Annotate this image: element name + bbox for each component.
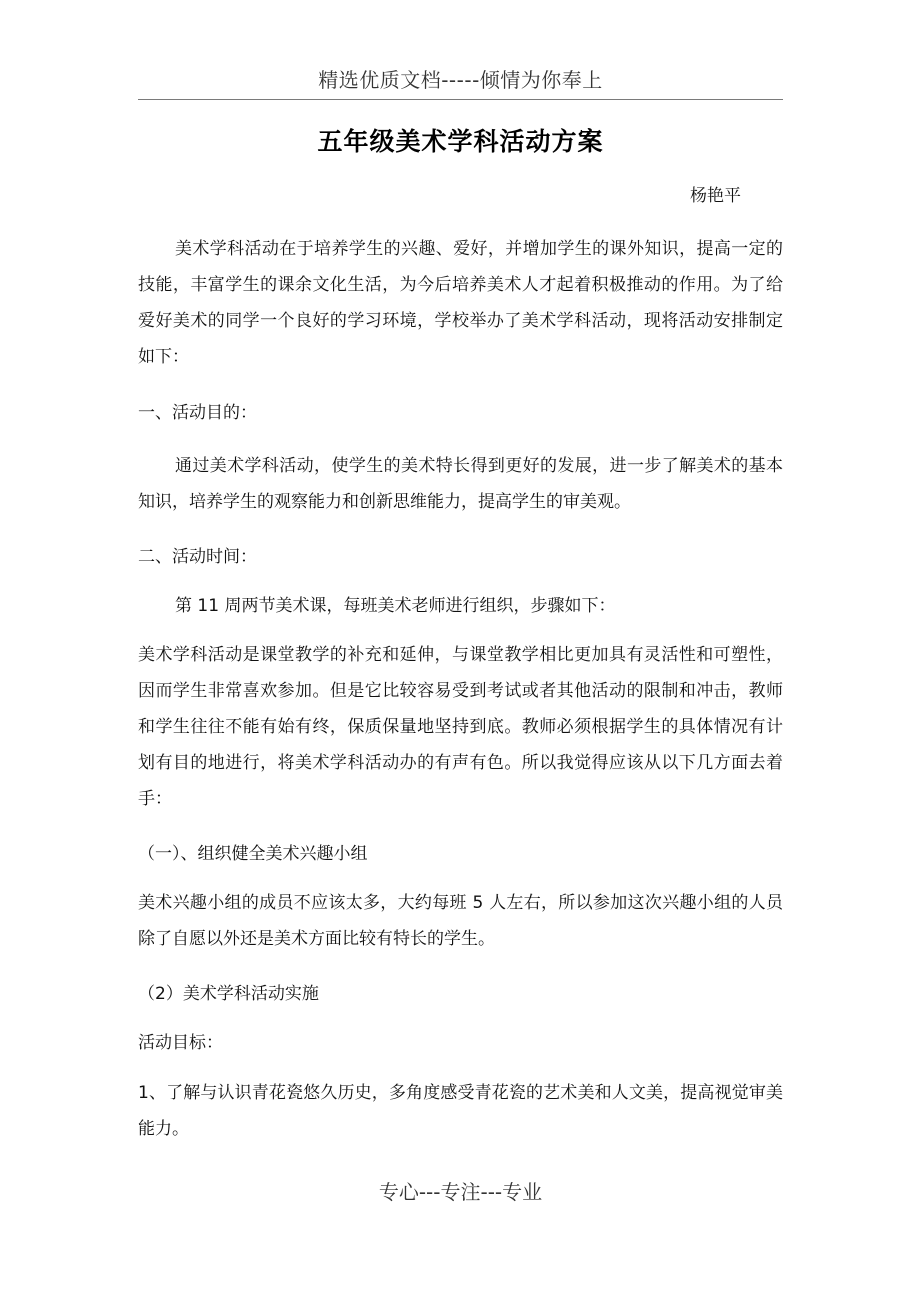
- section-2-paragraph: 第 11 周两节美术课，每班美术老师进行组织，步骤如下：: [175, 596, 616, 616]
- intro-paragraph: 美术学科活动在于培养学生的兴趣、爱好，并增加学生的课外知识，提高一定的技能，丰富学生的课余文化生活，为今后培养美术人才起着积极推动的作用。为了给爱好美术的同学一个良好的学习环境，学校举办了美术学科活动，现将活动安排制定如下：: [138, 239, 783, 367]
- page-footer: 专心---专注---专业: [378, 1180, 543, 1204]
- document-author: 杨艳平: [690, 186, 741, 206]
- subsection-1-paragraph: 美术兴趣小组的成员不应该太多，大约每班 5 人左右，所以参加这次兴趣小组的人员除了自愿以外还是美术方面比较有特长的学生。: [138, 893, 783, 949]
- section-1-heading: 一、活动目的：: [138, 403, 257, 423]
- section-2-heading: 二、活动时间：: [138, 547, 257, 567]
- document-title: 五年级美术学科活动方案: [317, 127, 604, 156]
- page-header: 精选优质文档-----倾情为你奉上: [318, 68, 603, 92]
- subsection-2-heading: （2）美术学科活动实施: [138, 984, 319, 1004]
- goals-label: 活动目标：: [138, 1033, 223, 1053]
- goal-1-paragraph: 1、了解与认识青花瓷悠久历史，多角度感受青花瓷的艺术美和人文美，提高视觉审美能力。: [138, 1083, 783, 1139]
- section-1-paragraph: 通过美术学科活动，使学生的美术特长得到更好的发展，进一步了解美术的基本知识，培养学生的观察能力和创新思维能力，提高学生的审美观。: [138, 456, 783, 512]
- subsection-1-heading: （一）、组织健全美术兴趣小组: [138, 844, 368, 864]
- paragraph-3: 美术学科活动是课堂教学的补充和延伸，与课堂教学相比更加具有灵活性和可塑性，因而学生非常喜欢参加。但是它比较容易受到考试或者其他活动的限制和冲击，教师和学生往往不能有始有终，保质保量地坚持到底。教师必须根据学生的具体情况有计划有目的地进行，将美术学科活动办的有声有色。所以我觉得应该从以下几方面去着手：: [138, 645, 783, 809]
- header-divider: [138, 99, 783, 100]
